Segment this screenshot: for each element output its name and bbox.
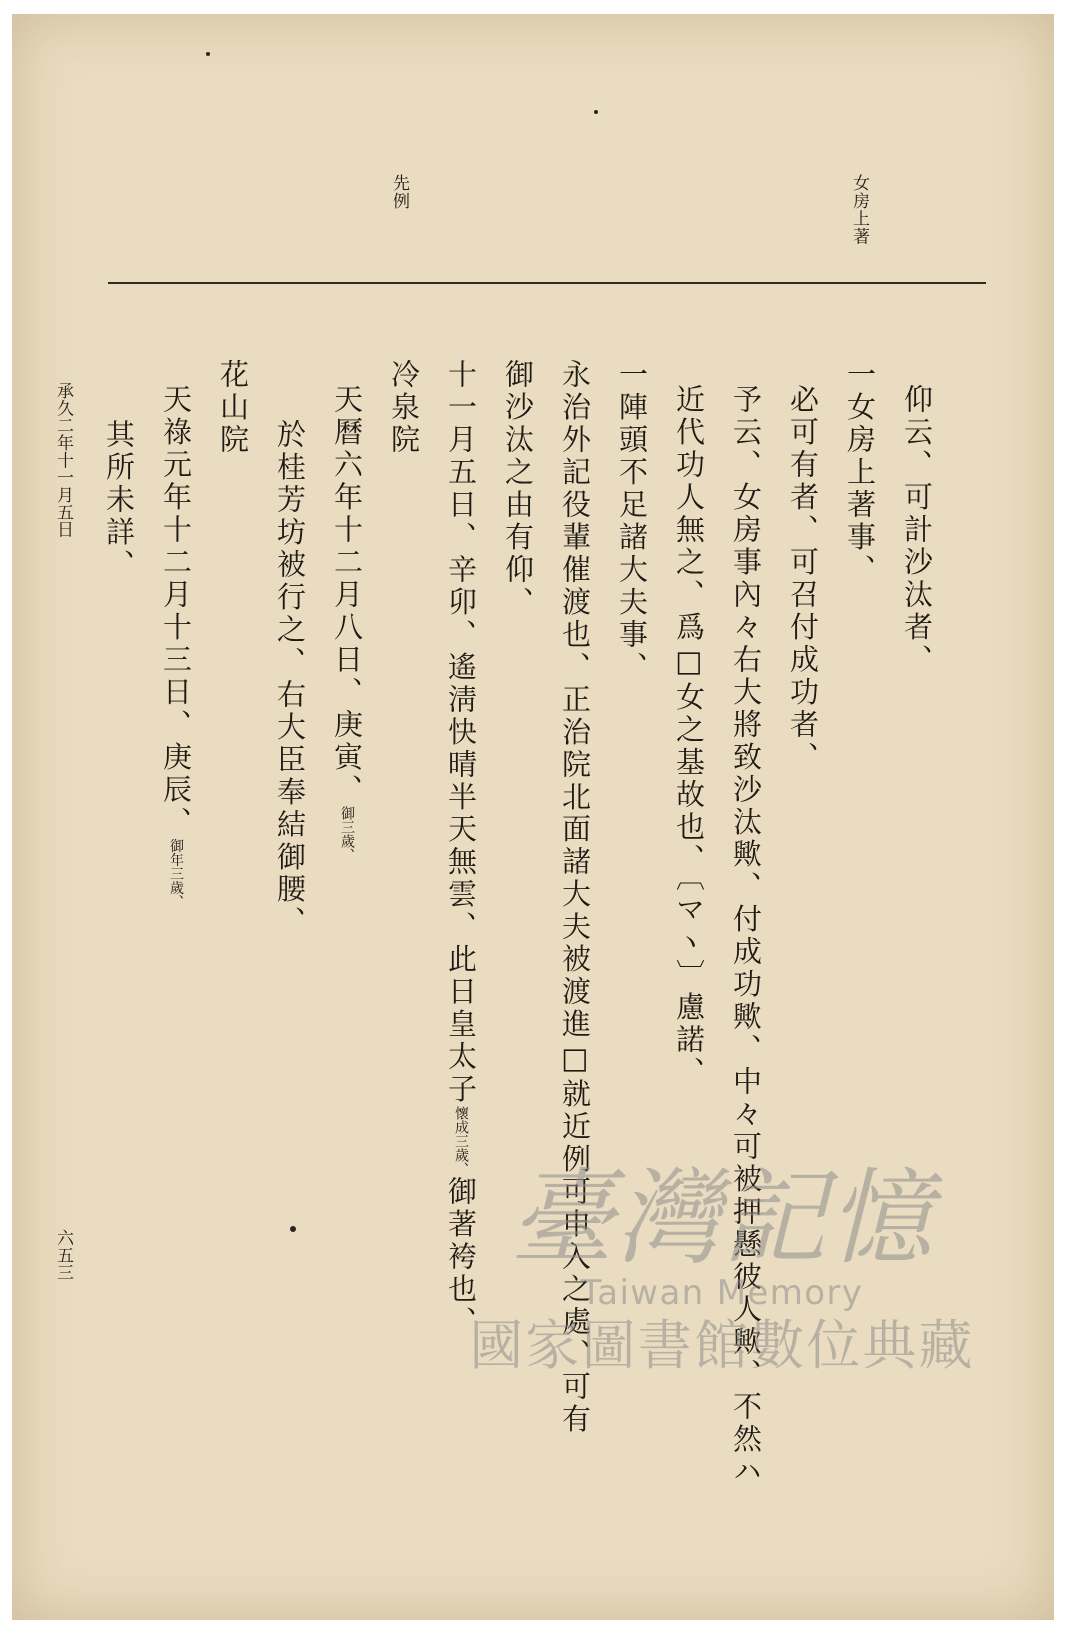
- text-column-8: 御沙汰之由有仰、: [501, 359, 535, 619]
- watermark-library: 國家圖書館數位典藏: [469, 1313, 975, 1377]
- text-column-4: 予云、女房事內々右大將致沙汰歟、付成功歟、中々可被押懸彼人歟、不然ハ: [729, 384, 763, 1489]
- paper-speck: [594, 110, 598, 114]
- column-9-main: 十一月五日、辛卯、遙淸快晴半天無雲、此日皇太子: [444, 359, 478, 1107]
- text-column-12: 於桂芳坊被行之、右大臣奉結御腰、: [273, 419, 307, 939]
- text-column-11: [330, 384, 364, 863]
- running-title-center: 先例: [389, 174, 409, 210]
- header-rule: [108, 282, 986, 284]
- book-page: [12, 14, 1054, 1620]
- inline-note-reizei-age: 御三歲、: [339, 806, 355, 863]
- paper-speck: [290, 1226, 296, 1232]
- inline-note-huaizheng: 懷成三歲、: [453, 1106, 469, 1177]
- watermark-english: Taiwan Memory: [580, 1273, 864, 1314]
- text-column-1: 仰云、可計沙汰者、: [900, 384, 934, 677]
- running-title-right: 女房上著: [849, 174, 869, 246]
- text-column-14: [159, 384, 193, 909]
- inline-note-kazan-age: 御年三歲、: [168, 838, 184, 909]
- column-11-main: 天曆六年十二月八日、庚寅、: [330, 384, 364, 807]
- text-column-3: 必可有者、可召付成功者、: [786, 384, 820, 774]
- footer-date: 承久二年十一月五日: [53, 382, 73, 539]
- text-column-5: 近代功人無之、爲□女之基故也、〔マヽ〕慮諾、: [672, 384, 706, 1090]
- watermark: [462, 1157, 982, 1454]
- watermark-calligraphy: 臺灣記憶: [509, 1157, 935, 1279]
- text-column-10: 冷泉院: [387, 359, 421, 457]
- column-9-tail: 御著袴也、: [444, 1176, 478, 1339]
- text-column-15: 其所未詳、: [102, 419, 136, 582]
- text-column-7: 永治外記役輩催渡也、正治院北面諸大夫被渡進□就近例可申入之處、可有: [558, 359, 592, 1436]
- text-column-13: 花山院: [216, 359, 250, 457]
- text-column-2: 一女房上著事、: [843, 359, 877, 587]
- paper-speck: [206, 52, 210, 56]
- page-number: 六五三: [53, 1229, 73, 1282]
- column-14-main: 天祿元年十二月十三日、庚辰、: [159, 384, 193, 839]
- text-column-6: 一陣頭不足諸大夫事、: [615, 359, 649, 684]
